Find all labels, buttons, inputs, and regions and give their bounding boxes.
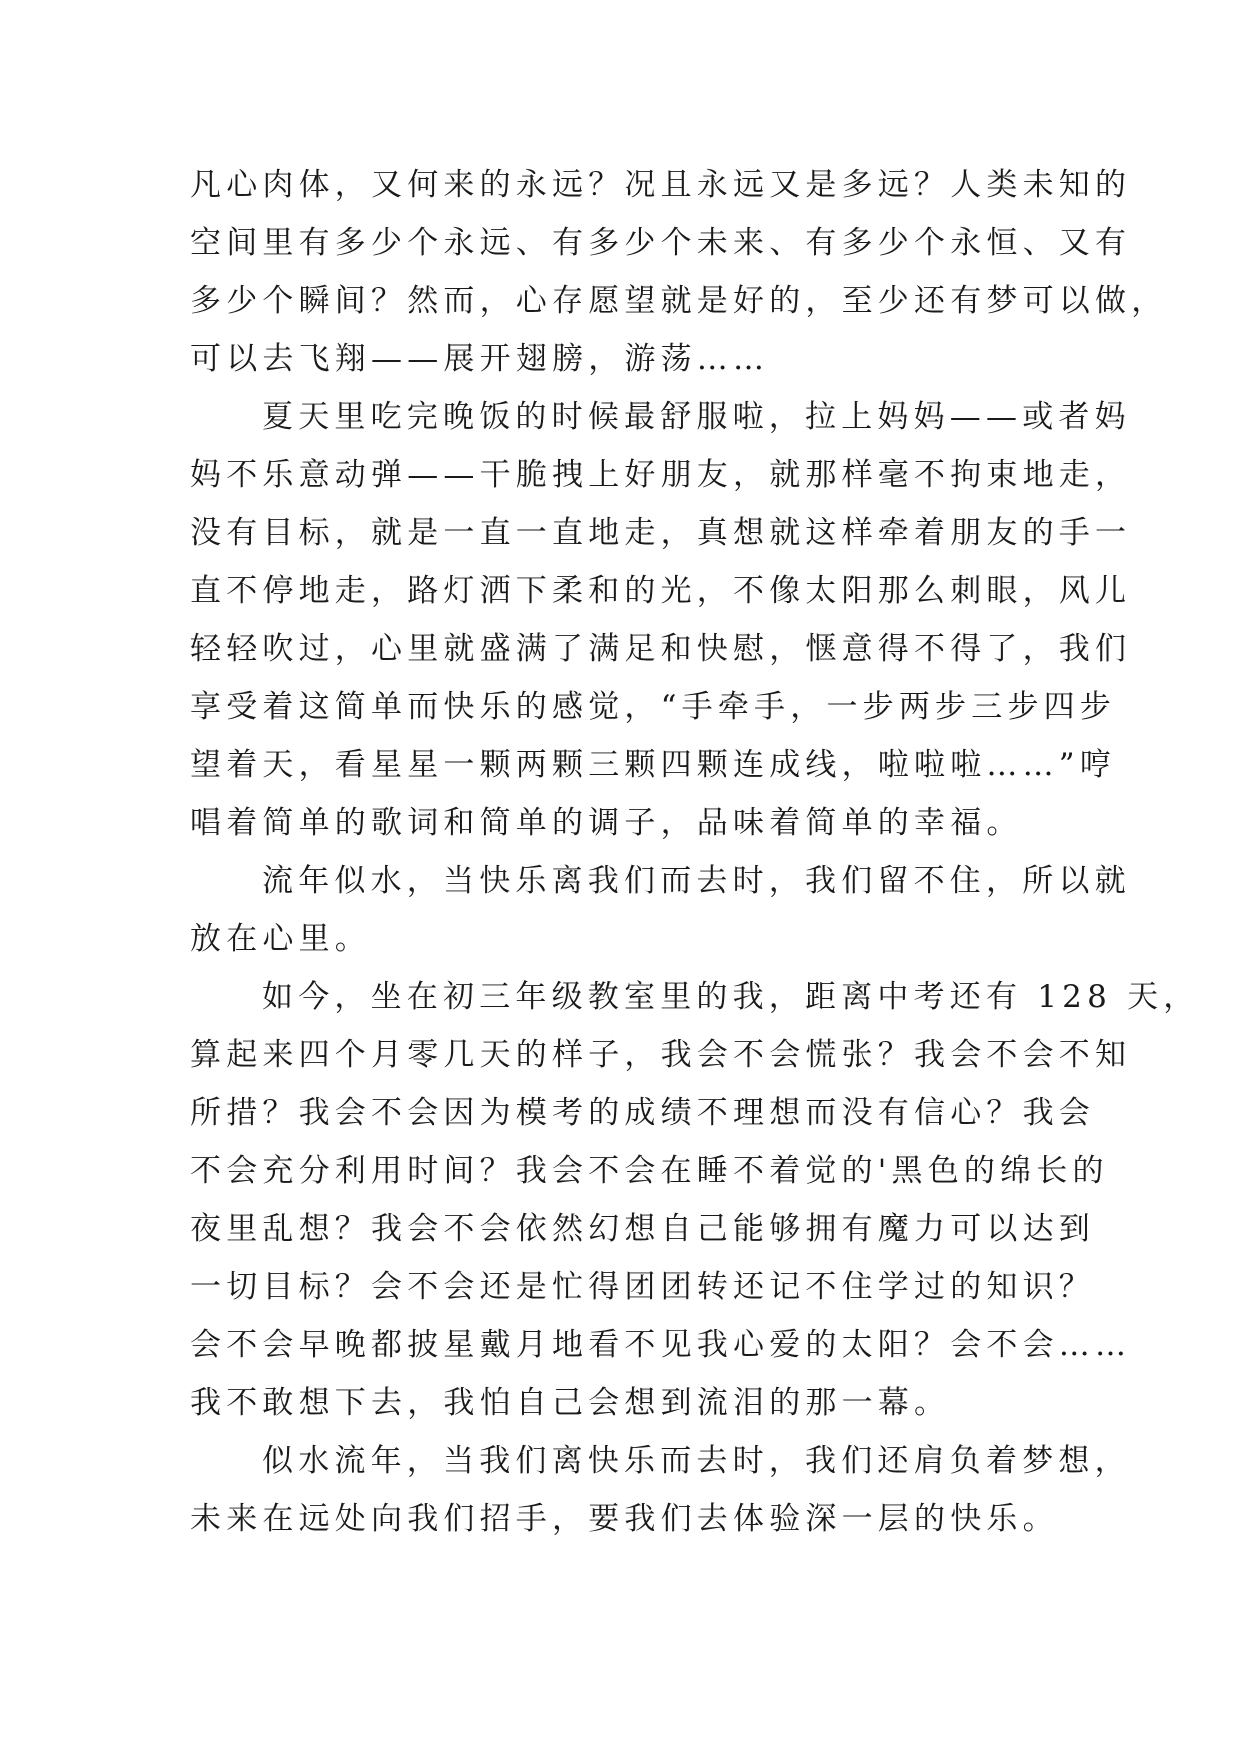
text-line: 流年似水，当快乐离我们而去时，我们留不住，所以就 bbox=[262, 863, 1131, 899]
text-line: 所措？我会不会因为模考的成绩不理想而没有信心？我会 bbox=[190, 1095, 1095, 1131]
text-line: 唱着简单的歌词和简单的调子，品味着简单的幸福。 bbox=[190, 805, 1023, 841]
text-line: 可以去飞翔——展开翅膀，游荡…… bbox=[190, 341, 770, 377]
text-line: 凡心肉体，又何来的永远？况且永远又是多远？人类未知的 bbox=[190, 167, 1132, 203]
text-line: 我不敢想下去，我怕自己会想到流泪的那一幕。 bbox=[190, 1385, 951, 1421]
text-line: 放在心里。 bbox=[190, 921, 371, 957]
text-line: 似水流年，当我们离快乐而去时，我们还肩负着梦想， bbox=[262, 1443, 1131, 1479]
text-line: 享受着这简单而快乐的感觉，“手牵手，一步两步三步四步 bbox=[190, 689, 1117, 725]
text-line: 一切目标？会不会还是忙得团团转还记不住学过的知识？ bbox=[190, 1269, 1095, 1305]
text-line: 算起来四个月零几天的样子，我会不会慌张？我会不会不知 bbox=[190, 1037, 1132, 1073]
text-line: 直不停地走，路灯洒下柔和的光，不像太阳那么刺眼，风儿 bbox=[190, 573, 1132, 609]
text-line: 没有目标，就是一直一直地走，真想就这样牵着朋友的手一 bbox=[190, 515, 1132, 551]
text-line: 夏天里吃完晚饭的时候最舒服啦，拉上妈妈——或者妈 bbox=[262, 399, 1131, 435]
text-line: 如今，坐在初三年级教室里的我，距离中考还有 128 天， bbox=[262, 979, 1200, 1015]
text-line: 不会充分利用时间？我会不会在睡不着觉的'黑色的绵长的 bbox=[190, 1153, 1109, 1189]
text-line: 未来在远处向我们招手，要我们去体验深一层的快乐。 bbox=[190, 1501, 1059, 1537]
text-line: 空间里有多少个永远、有多少个未来、有多少个永恒、又有 bbox=[190, 225, 1132, 261]
text-line: 妈不乐意动弹——干脆拽上好朋友，就那样毫不拘束地走， bbox=[190, 457, 1132, 493]
text-line: 轻轻吹过，心里就盛满了满足和快慰，惬意得不得了，我们 bbox=[190, 631, 1132, 667]
text-line: 夜里乱想？我会不会依然幻想自己能够拥有魔力可以达到 bbox=[190, 1211, 1095, 1247]
text-line: 会不会早晚都披星戴月地看不见我心爱的太阳？会不会…… bbox=[190, 1327, 1132, 1363]
text-line: 望着天，看星星一颗两颗三颗四颗连成线，啦啦啦……”哼 bbox=[190, 747, 1117, 783]
text-line: 多少个瞬间？然而，心存愿望就是好的，至少还有梦可以做， bbox=[190, 283, 1168, 319]
body-text bbox=[190, 156, 1200, 1548]
